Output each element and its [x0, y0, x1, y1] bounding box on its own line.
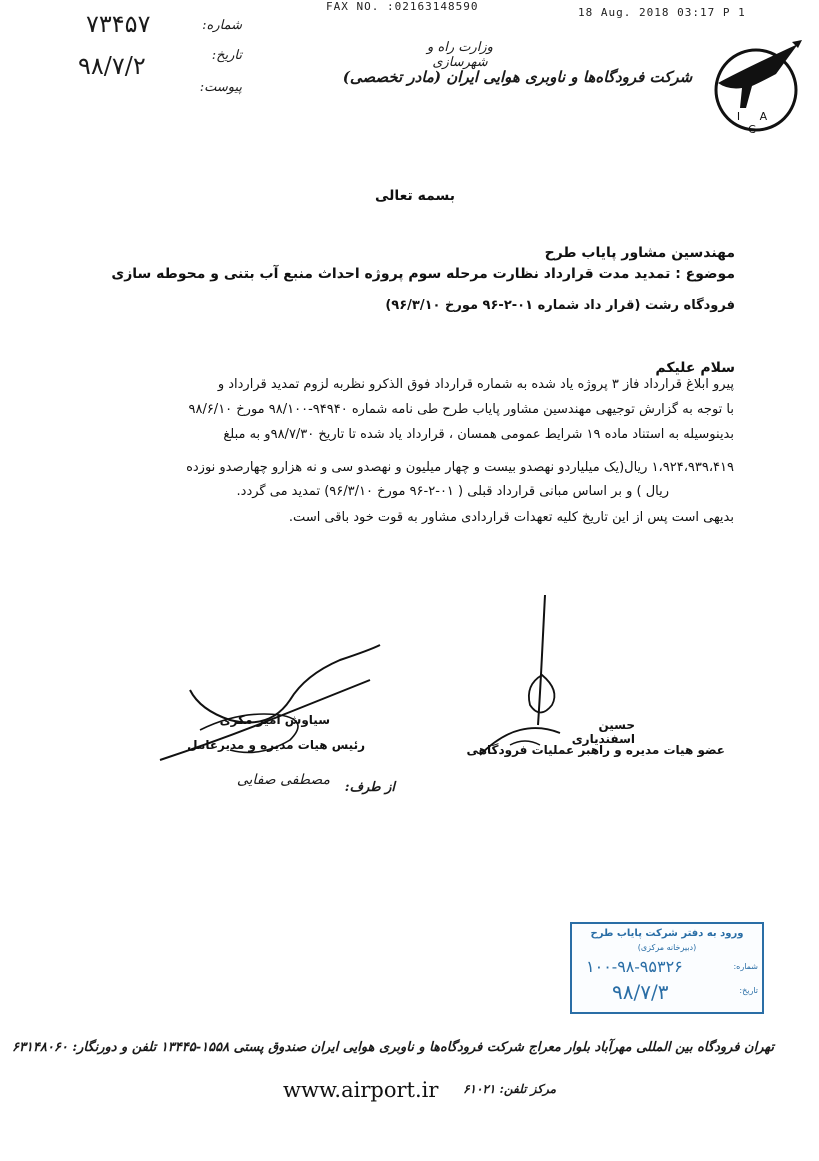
stamp-number-label: شماره:: [733, 962, 758, 971]
stamp-subtitle: (دبیرخانه مرکزی): [637, 943, 697, 952]
company-name: شرکت فرودگاه‌ها و ناوبری هوایی ایران (مادر تخصصی): [342, 68, 693, 86]
signatory-left-name: سیاوش امیر مکری: [219, 713, 330, 727]
iac-logo: [706, 38, 806, 136]
number-value: ۷۳۴۵۷: [86, 10, 151, 38]
stamp-number-value: ۱۰۰-۹۸-۹۵۳۲۶: [586, 957, 683, 976]
number-label: شماره:: [202, 18, 242, 33]
stamp-title: ورود به دفتر شرکت پایاب طرح: [590, 928, 744, 939]
fax-number: FAX NO. :02163148590: [326, 0, 479, 13]
body-line-3: بدینوسیله به استناد ماده ۱۹ شرایط عمومی همسان ، قرارداد یاد شده تا تاریخ ۹۸/۷/۳۰و به مبلغ: [223, 427, 734, 442]
date-label: تاریخ:: [211, 48, 242, 63]
signatory-left-title: رئیس هیات مدیره و مدیرعامل: [187, 738, 365, 752]
invocation: بسمه تعالی: [374, 188, 456, 204]
subject-line-1: موضوع : تمدید مدت قرارداد نظارت مرحله سوم پروژه احداث منبع آب بتنی و محوطه سازی: [111, 266, 735, 282]
footer-website[interactable]: www.airport.ir: [283, 1078, 439, 1102]
logo-letters: I A C: [736, 110, 776, 136]
stamp-date-label: تاریخ:: [739, 986, 758, 995]
fax-datetime: 18 Aug. 2018 03:17 P 1: [578, 6, 746, 19]
on-behalf-name: مصطفی صفایی: [236, 772, 330, 788]
on-behalf-label: از طرف:: [344, 780, 395, 795]
body-line-5: ریال ) و بر اساس مبانی قرارداد قبلی ( ۰۱-۲-۹۶ مورخ ۹۶/۳/۱۰) تمدید می گردد.: [236, 484, 669, 499]
subject-line-2: فرودگاه رشت (قرار داد شماره ۰۱-۲-۹۶ مورخ ۹۶/۳/۱۰): [385, 298, 735, 313]
date-value: ۹۸/۷/۲: [78, 52, 146, 80]
signatory-right-title: عضو هیات مدیره و راهبر عملیات فرودگاهی: [466, 743, 725, 757]
addressee: مهندسین مشاور پایاب طرح: [544, 245, 735, 261]
ministry-name: وزارت راه و شهرسازی: [427, 40, 493, 70]
attachment-label: پیوست:: [199, 80, 242, 95]
body-line-2: با توجه به گزارش توجیهی مهندسین مشاور پایاب طرح طی نامه شماره ۹۴۹۴۰-۹۸/۱۰۰ مورخ ۹۸/۶/۱۰: [188, 402, 734, 417]
greeting: سلام علیکم: [655, 360, 735, 376]
footer-call-center: مرکز تلفن: ۶۱۰۲۱: [463, 1082, 556, 1096]
body-line-6: بدیهی است پس از این تاریخ کلیه تعهدات قراردادی مشاور به قوت خود باقی است.: [288, 510, 734, 525]
received-stamp: [570, 922, 764, 1014]
body-line-1: پیرو ابلاغ قرارداد فاز ۳ پروژه یاد شده به شماره قرارداد فوق الذکرو نظربه لزوم تمدید قرارداد و: [217, 377, 734, 392]
signatory-right-name: حسین اسفندیاری: [571, 718, 635, 746]
body-line-4: ۱،۹۲۴،۹۳۹،۴۱۹ ریال(یک میلیاردو نهصدو بیست و چهار میلیون و نهصدو سی و نه هزارو چهارصدو نوزده: [186, 460, 734, 475]
stamp-date-value: ۹۸/۷/۳: [612, 980, 669, 1004]
footer-address: تهران فرودگاه بین المللی مهرآباد بلوار معراج شرکت فرودگاه‌ها و ناوبری هوایی ایران صندوق پستی ۱۵۵۸-۱۳۴۴۵ تلفن و دورنگار: ۶۳۱۴۸۰۶۰: [11, 1040, 774, 1055]
